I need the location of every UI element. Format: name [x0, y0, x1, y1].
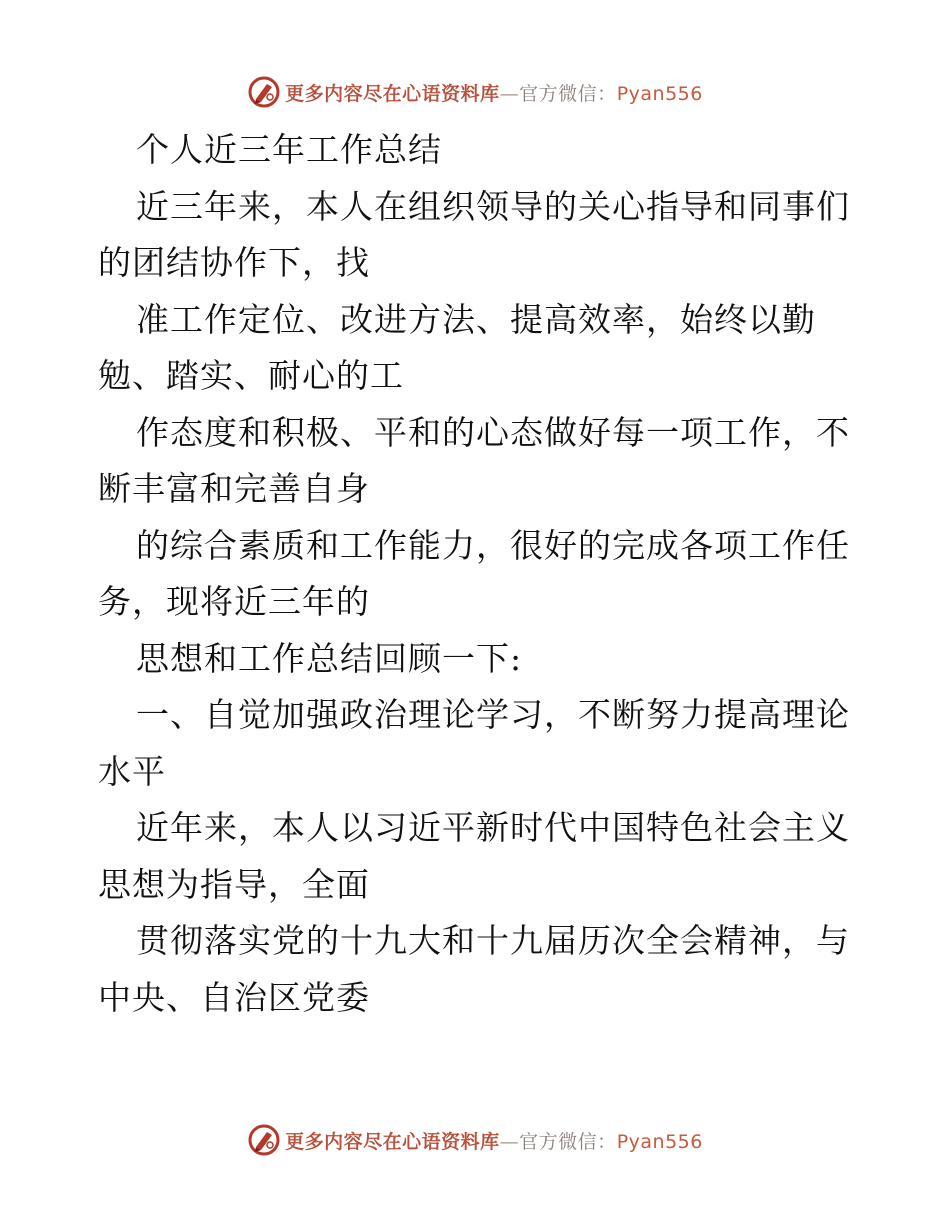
- header-watermark-text: 更多内容尽在心语资料库—官方微信：Pyan556: [285, 82, 703, 105]
- document-title: 个人近三年工作总结: [136, 130, 442, 169]
- paragraph-line: 中央、自治区党委: [98, 977, 370, 1017]
- paragraph-line: 勉、踏实、耐心的工: [98, 356, 404, 395]
- document-body: [98, 122, 858, 1026]
- paragraph-line: 的团结协作下，找: [98, 243, 370, 282]
- footer-watermark-banner: [0, 1120, 950, 1160]
- paragraph-line: 贯彻落实党的十九大和十九届历次全会精神，与: [136, 921, 850, 960]
- paragraph-line: 近年来，本人以习近平新时代中国特色社会主义: [136, 808, 850, 847]
- header-watermark-banner: [0, 72, 950, 112]
- paragraph-line: 的综合素质和工作能力，很好的完成各项工作任: [136, 525, 850, 565]
- paragraph-line: 近三年来，本人在组织领导的关心指导和同事们: [136, 186, 850, 226]
- paragraph-line: 思想和工作总结回顾一下:: [136, 638, 523, 678]
- paragraph-line: 作态度和积极、平和的心态做好每一项工作，不: [136, 412, 850, 452]
- paragraph-line: 断丰富和完善自身: [98, 469, 370, 508]
- footer-watermark-text: 更多内容尽在心语资料库—官方微信：Pyan556: [285, 1130, 703, 1153]
- section-heading: 一、自觉加强政治理论学习，不断努力提高理论: [136, 695, 850, 734]
- paragraph-line: 思想为指导，全面: [98, 864, 370, 904]
- section-heading-continued: 水平: [98, 751, 166, 791]
- brand-logo-icon: [247, 1123, 281, 1157]
- brand-logo-icon: [247, 75, 281, 109]
- paragraph-line: 务，现将近三年的: [98, 582, 370, 621]
- paragraph-line: 准工作定位、改进方法、提高效率，始终以勤: [136, 299, 816, 339]
